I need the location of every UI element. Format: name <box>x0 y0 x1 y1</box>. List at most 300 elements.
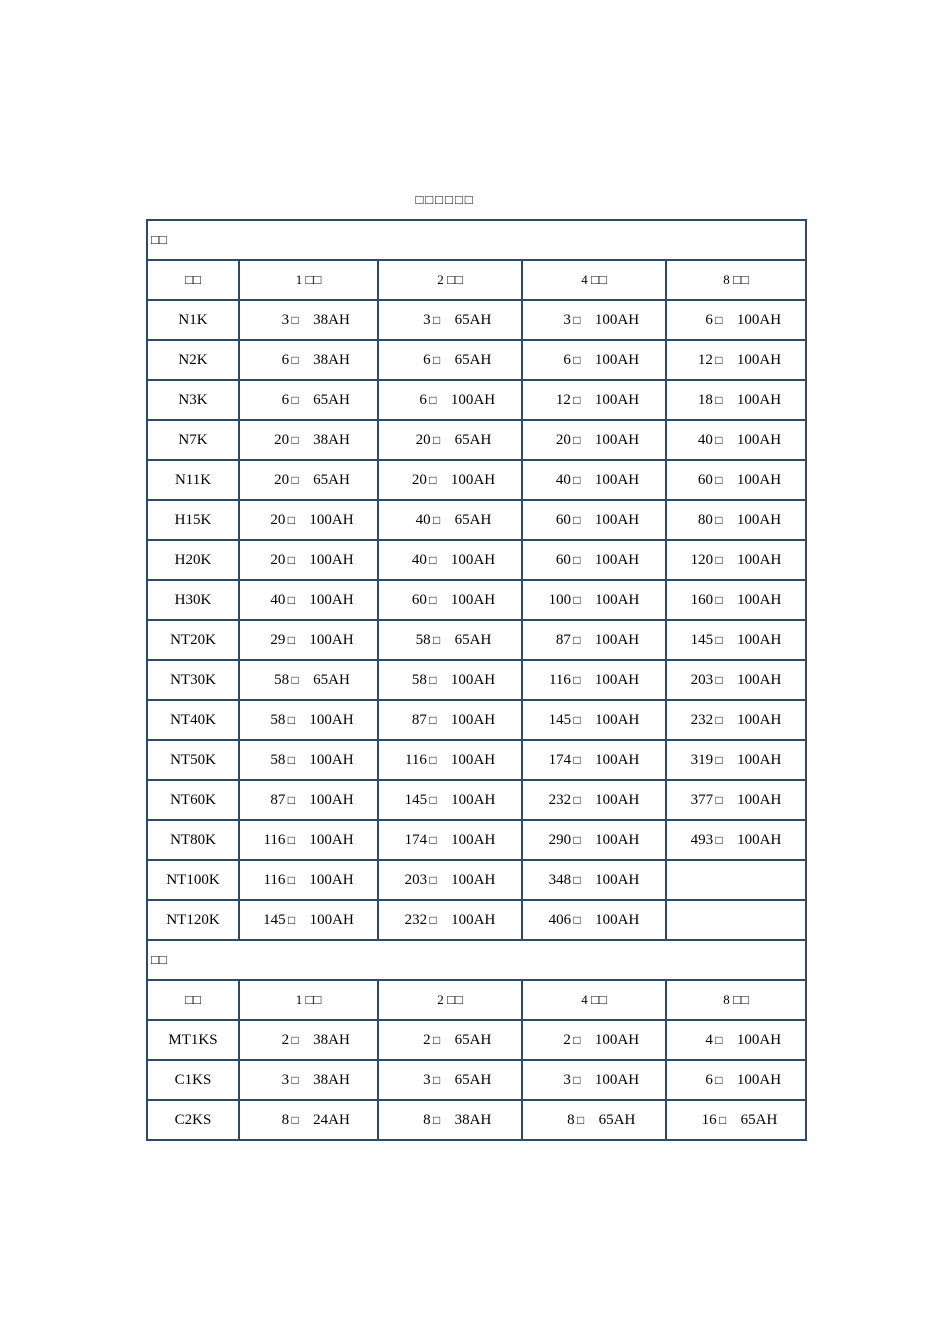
table-row <box>147 380 806 420</box>
battery-capacity: 100AH <box>595 751 640 768</box>
battery-count: 493 <box>690 831 714 848</box>
config-cell <box>522 300 666 340</box>
battery-count: 6 <box>281 391 290 408</box>
count-unit: □ <box>573 512 581 527</box>
config-cell <box>522 740 666 780</box>
battery-capacity: 100AH <box>595 831 640 848</box>
battery-count: 116 <box>263 831 286 848</box>
battery-capacity: 100AH <box>594 471 640 488</box>
count-unit: □ <box>715 552 723 567</box>
battery-count: 6 <box>419 391 427 408</box>
config-cell <box>522 900 666 940</box>
header-row <box>147 980 806 1020</box>
config-cell <box>666 740 806 780</box>
config-cell <box>522 700 666 740</box>
battery-capacity: 100AH <box>450 751 496 768</box>
battery-capacity: 100AH <box>450 471 496 488</box>
battery-capacity: 100AH <box>595 791 640 808</box>
config-cell <box>666 460 806 500</box>
battery-count: 406 <box>548 911 572 928</box>
battery-count: 145 <box>548 711 572 728</box>
count-unit: □ <box>715 472 723 487</box>
battery-count: 174 <box>404 831 428 848</box>
config-cell <box>378 340 522 380</box>
battery-capacity: 100AH <box>736 391 782 408</box>
battery-count: 20 <box>270 511 286 528</box>
battery-capacity: 100AH <box>309 511 354 528</box>
battery-capacity: 100AH <box>451 911 496 928</box>
document-title: □□□□□□ <box>415 192 475 207</box>
config-cell <box>522 1020 666 1060</box>
count-unit: □ <box>288 912 296 927</box>
count-unit: □ <box>715 792 723 807</box>
config-cell <box>666 540 806 580</box>
battery-capacity: 100AH <box>309 631 354 648</box>
count-unit: □ <box>577 1112 585 1127</box>
config-cell <box>239 500 378 540</box>
table-row <box>147 1100 806 1140</box>
table-row <box>147 460 806 500</box>
battery-capacity: 100AH <box>309 911 354 928</box>
battery-count: 58 <box>270 711 286 728</box>
column-header: 4 □□ <box>522 260 666 300</box>
config-cell <box>666 380 806 420</box>
battery-capacity: 100AH <box>736 431 782 448</box>
count-unit: □ <box>291 672 299 687</box>
battery-capacity: 100AH <box>737 711 782 728</box>
battery-capacity: 100AH <box>450 671 496 688</box>
config-cell <box>522 780 666 820</box>
battery-count: 120 <box>690 551 714 568</box>
table-row <box>147 1020 806 1060</box>
section-label: □□ <box>147 940 806 980</box>
battery-count: 3 <box>423 1071 431 1088</box>
config-cell <box>666 500 806 540</box>
count-unit: □ <box>573 1072 581 1087</box>
battery-capacity: 65AH <box>313 671 350 688</box>
battery-count: 6 <box>705 1071 713 1088</box>
model-cell: MT1KS <box>147 1020 239 1060</box>
count-unit: □ <box>429 872 437 887</box>
config-cell <box>378 420 522 460</box>
battery-capacity: 100AH <box>309 551 354 568</box>
table-row <box>147 420 806 460</box>
count-unit: □ <box>287 832 296 847</box>
config-cell <box>666 820 806 860</box>
count-unit: □ <box>429 832 437 847</box>
battery-count: 40 <box>697 431 713 448</box>
config-cell <box>522 500 666 540</box>
battery-capacity: 65AH <box>313 391 350 408</box>
table-row <box>147 580 806 620</box>
config-cell <box>378 780 522 820</box>
config-cell <box>522 580 666 620</box>
battery-count: 6 <box>423 351 431 368</box>
model-cell: NT50K <box>147 740 239 780</box>
battery-capacity: 100AH <box>451 791 496 808</box>
config-cell <box>378 300 522 340</box>
battery-count: 6 <box>563 351 571 368</box>
battery-capacity: 100AH <box>309 751 354 768</box>
battery-capacity: 100AH <box>737 671 782 688</box>
count-unit: □ <box>715 352 723 367</box>
column-header: □□ <box>147 260 239 300</box>
battery-capacity: 65AH <box>454 1031 492 1048</box>
battery-capacity: 100AH <box>737 791 782 808</box>
model-cell: N7K <box>147 420 239 460</box>
battery-capacity: 100AH <box>595 911 640 928</box>
battery-count: 3 <box>281 311 290 328</box>
battery-capacity: 38AH <box>313 1031 350 1048</box>
battery-count: 20 <box>415 431 431 448</box>
battery-capacity: 100AH <box>309 791 354 808</box>
battery-count: 145 <box>404 791 428 808</box>
count-unit: □ <box>433 512 441 527</box>
model-cell: NT30K <box>147 660 239 700</box>
battery-capacity: 100AH <box>736 511 782 528</box>
count-unit: □ <box>573 312 581 327</box>
battery-capacity: 100AH <box>737 591 782 608</box>
count-unit: □ <box>429 792 437 807</box>
battery-capacity: 38AH <box>454 1111 492 1128</box>
battery-capacity: 100AH <box>594 631 640 648</box>
count-unit: □ <box>429 912 437 927</box>
count-unit: □ <box>291 392 299 407</box>
config-cell <box>378 660 522 700</box>
battery-count: 290 <box>548 831 572 848</box>
config-cell <box>378 580 522 620</box>
count-unit: □ <box>287 592 296 607</box>
battery-count: 6 <box>281 351 290 368</box>
model-cell: H30K <box>147 580 239 620</box>
table-row <box>147 820 806 860</box>
count-unit: □ <box>715 592 723 607</box>
config-cell <box>239 380 378 420</box>
battery-capacity: 65AH <box>454 351 492 368</box>
count-unit: □ <box>433 352 441 367</box>
count-unit: □ <box>573 1032 581 1047</box>
battery-count: 4 <box>705 1031 713 1048</box>
battery-count: 116 <box>548 671 571 688</box>
count-unit: □ <box>433 632 441 647</box>
battery-capacity: 100AH <box>736 471 782 488</box>
battery-count: 232 <box>404 911 428 928</box>
battery-capacity: 100AH <box>450 551 496 568</box>
config-cell <box>239 620 378 660</box>
battery-capacity: 100AH <box>737 751 782 768</box>
battery-count: 58 <box>274 671 290 688</box>
battery-count: 58 <box>411 671 427 688</box>
battery-capacity: 65AH <box>740 1111 778 1128</box>
config-cell <box>239 580 378 620</box>
config-cell <box>522 340 666 380</box>
battery-capacity: 100AH <box>451 831 496 848</box>
battery-count: 145 <box>263 911 286 928</box>
model-cell: H15K <box>147 500 239 540</box>
battery-count: 58 <box>270 751 286 768</box>
table-row <box>147 780 806 820</box>
count-unit: □ <box>287 512 296 527</box>
battery-count: 29 <box>270 631 286 648</box>
table-row <box>147 900 806 940</box>
count-unit: □ <box>715 432 723 447</box>
model-cell: C1KS <box>147 1060 239 1100</box>
battery-count: 3 <box>423 311 431 328</box>
battery-count: 8 <box>567 1111 575 1128</box>
battery-capacity: 100AH <box>594 351 640 368</box>
config-cell <box>239 340 378 380</box>
section-row <box>147 940 806 980</box>
battery-count: 87 <box>555 631 571 648</box>
config-cell <box>239 860 378 900</box>
column-header: 8 □□ <box>666 260 806 300</box>
battery-capacity: 38AH <box>313 351 350 368</box>
config-cell <box>239 420 378 460</box>
config-cell <box>522 860 666 900</box>
count-unit: □ <box>433 312 441 327</box>
battery-count: 3 <box>563 1071 571 1088</box>
table-row <box>147 300 806 340</box>
config-cell <box>239 460 378 500</box>
battery-count: 377 <box>690 791 714 808</box>
battery-capacity: 100AH <box>451 871 496 888</box>
config-cell <box>666 580 806 620</box>
battery-capacity: 100AH <box>737 831 782 848</box>
battery-capacity: 100AH <box>309 831 354 848</box>
count-unit: □ <box>573 912 581 927</box>
column-header: 2 □□ <box>378 260 522 300</box>
battery-count: 12 <box>555 391 571 408</box>
count-unit: □ <box>433 1112 441 1127</box>
battery-count: 145 <box>690 631 714 648</box>
count-unit: □ <box>429 672 437 687</box>
count-unit: □ <box>715 752 723 767</box>
battery-count: 20 <box>274 471 290 488</box>
model-cell: NT40K <box>147 700 239 740</box>
config-cell <box>239 1100 378 1140</box>
section-row <box>147 220 806 260</box>
battery-capacity: 100AH <box>736 311 782 328</box>
config-cell <box>666 300 806 340</box>
model-cell: NT60K <box>147 780 239 820</box>
battery-capacity: 100AH <box>594 431 640 448</box>
battery-capacity: 100AH <box>594 511 640 528</box>
battery-capacity: 100AH <box>737 551 782 568</box>
model-cell: NT120K <box>147 900 239 940</box>
config-cell <box>522 620 666 660</box>
count-unit: □ <box>287 552 296 567</box>
config-cell <box>666 900 806 940</box>
config-cell <box>239 1020 378 1060</box>
column-header: 8 □□ <box>666 980 806 1020</box>
count-unit: □ <box>429 552 437 567</box>
battery-capacity: 100AH <box>594 671 640 688</box>
count-unit: □ <box>573 472 581 487</box>
column-header: 2 □□ <box>378 980 522 1020</box>
battery-count: 100 <box>548 591 572 608</box>
battery-count: 20 <box>555 431 571 448</box>
config-cell <box>666 860 806 900</box>
config-cell <box>378 540 522 580</box>
count-unit: □ <box>573 832 581 847</box>
battery-capacity: 100AH <box>450 591 496 608</box>
table-row <box>147 340 806 380</box>
count-unit: □ <box>573 752 581 767</box>
model-cell: N1K <box>147 300 239 340</box>
config-cell <box>666 420 806 460</box>
battery-count: 232 <box>548 791 572 808</box>
battery-count: 203 <box>404 871 428 888</box>
count-unit: □ <box>715 672 723 687</box>
count-unit: □ <box>291 432 299 447</box>
config-cell <box>378 740 522 780</box>
count-unit: □ <box>287 712 296 727</box>
battery-capacity: 100AH <box>736 1071 782 1088</box>
battery-count: 20 <box>411 471 427 488</box>
header-row <box>147 260 806 300</box>
count-unit: □ <box>715 632 723 647</box>
table-row <box>147 740 806 780</box>
battery-capacity: 100AH <box>595 711 640 728</box>
count-unit: □ <box>573 352 581 367</box>
config-cell <box>239 540 378 580</box>
battery-capacity: 100AH <box>736 1031 782 1048</box>
count-unit: □ <box>291 1112 299 1127</box>
column-header: □□ <box>147 980 239 1020</box>
config-cell <box>239 700 378 740</box>
config-cell <box>666 1100 806 1140</box>
count-unit: □ <box>291 312 299 327</box>
column-header: 1 □□ <box>239 980 378 1020</box>
battery-capacity: 100AH <box>450 391 496 408</box>
count-unit: □ <box>573 632 581 647</box>
count-unit: □ <box>291 1072 299 1087</box>
count-unit: □ <box>287 872 296 887</box>
count-unit: □ <box>573 792 581 807</box>
model-cell: C2KS <box>147 1100 239 1140</box>
battery-count: 12 <box>697 351 713 368</box>
table-row <box>147 540 806 580</box>
battery-count: 2 <box>563 1031 571 1048</box>
config-cell <box>378 500 522 540</box>
battery-count: 60 <box>555 511 571 528</box>
battery-count: 8 <box>281 1111 290 1128</box>
battery-count: 2 <box>423 1031 431 1048</box>
battery-capacity: 38AH <box>313 311 350 328</box>
config-cell <box>239 740 378 780</box>
config-cell <box>378 460 522 500</box>
count-unit: □ <box>429 472 437 487</box>
battery-count: 18 <box>697 391 713 408</box>
config-cell <box>666 660 806 700</box>
model-cell: NT80K <box>147 820 239 860</box>
config-cell <box>378 620 522 660</box>
model-cell: H20K <box>147 540 239 580</box>
battery-capacity: 100AH <box>594 311 640 328</box>
model-cell: N2K <box>147 340 239 380</box>
config-cell <box>239 780 378 820</box>
battery-count: 160 <box>690 591 714 608</box>
battery-count: 232 <box>690 711 714 728</box>
config-cell <box>666 1060 806 1100</box>
battery-count: 3 <box>281 1071 290 1088</box>
battery-count: 203 <box>690 671 714 688</box>
battery-capacity: 65AH <box>454 511 492 528</box>
battery-count: 3 <box>563 311 571 328</box>
count-unit: □ <box>573 432 581 447</box>
battery-count: 20 <box>270 551 286 568</box>
battery-count: 60 <box>411 591 427 608</box>
count-unit: □ <box>719 1112 727 1127</box>
config-cell <box>378 820 522 860</box>
config-cell <box>522 380 666 420</box>
count-unit: □ <box>429 392 437 407</box>
config-cell <box>239 820 378 860</box>
config-cell <box>239 900 378 940</box>
model-cell: N11K <box>147 460 239 500</box>
count-unit: □ <box>291 472 299 487</box>
config-cell <box>378 700 522 740</box>
count-unit: □ <box>429 712 437 727</box>
battery-capacity: 24AH <box>313 1111 350 1128</box>
count-unit: □ <box>287 792 296 807</box>
battery-config-table <box>146 219 807 1141</box>
count-unit: □ <box>429 752 437 767</box>
battery-capacity: 100AH <box>594 391 640 408</box>
config-cell <box>378 380 522 420</box>
battery-count: 40 <box>415 511 431 528</box>
count-unit: □ <box>573 872 581 887</box>
table-row <box>147 700 806 740</box>
table-row <box>147 1060 806 1100</box>
count-unit: □ <box>715 512 723 527</box>
count-unit: □ <box>291 352 299 367</box>
count-unit: □ <box>715 832 723 847</box>
count-unit: □ <box>573 672 581 687</box>
battery-capacity: 100AH <box>450 711 496 728</box>
battery-capacity: 100AH <box>736 351 782 368</box>
battery-capacity: 38AH <box>313 431 350 448</box>
config-cell <box>378 860 522 900</box>
count-unit: □ <box>291 1032 299 1047</box>
battery-capacity: 100AH <box>594 551 640 568</box>
model-cell: NT100K <box>147 860 239 900</box>
config-cell <box>522 1100 666 1140</box>
battery-capacity: 65AH <box>454 1071 492 1088</box>
section-label: □□ <box>147 220 806 260</box>
battery-capacity: 65AH <box>313 471 350 488</box>
battery-count: 60 <box>555 551 571 568</box>
table-row <box>147 660 806 700</box>
count-unit: □ <box>573 392 581 407</box>
battery-capacity: 100AH <box>595 591 640 608</box>
count-unit: □ <box>573 712 581 727</box>
config-cell <box>378 900 522 940</box>
battery-count: 20 <box>274 431 290 448</box>
battery-count: 40 <box>270 591 286 608</box>
battery-count: 87 <box>270 791 286 808</box>
config-cell <box>666 1020 806 1060</box>
config-cell <box>666 780 806 820</box>
config-cell <box>239 300 378 340</box>
battery-capacity: 65AH <box>454 431 492 448</box>
battery-count: 319 <box>690 751 714 768</box>
table-row <box>147 860 806 900</box>
config-cell <box>666 340 806 380</box>
model-cell: NT20K <box>147 620 239 660</box>
battery-count: 58 <box>415 631 431 648</box>
table-row <box>147 620 806 660</box>
